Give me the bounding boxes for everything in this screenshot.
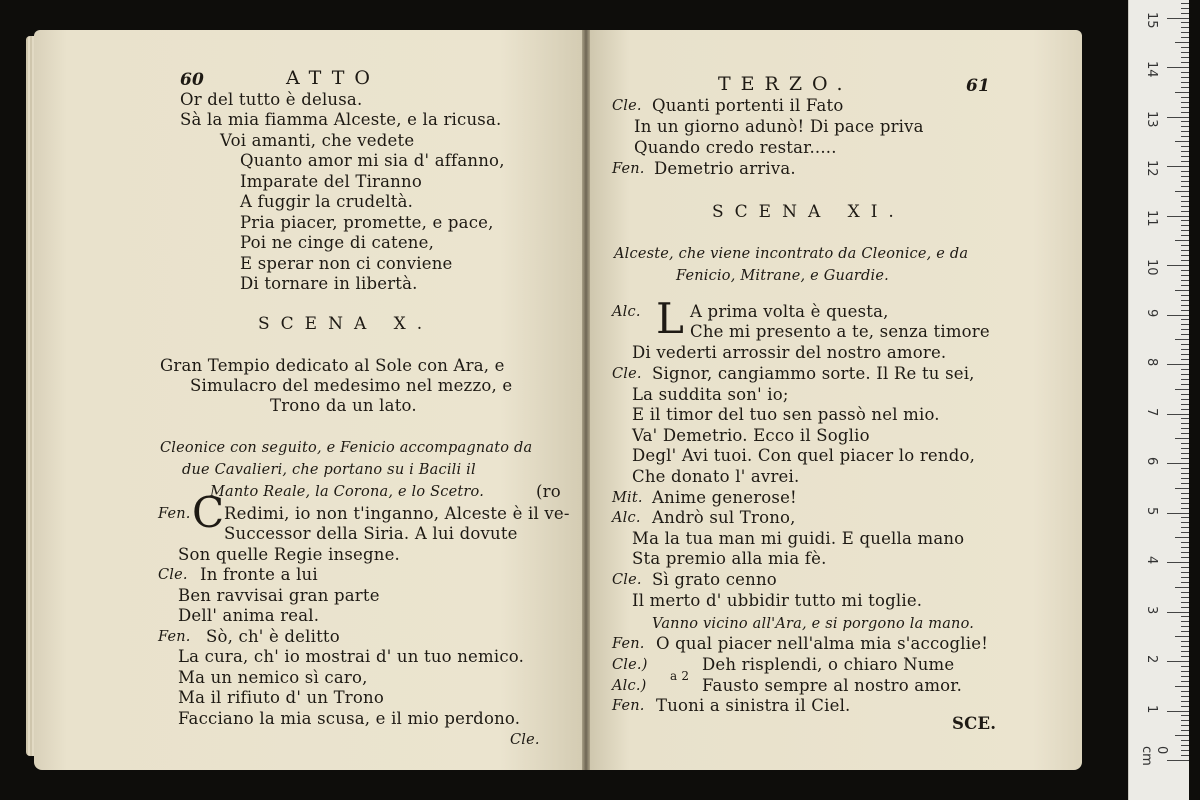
setting-line: Trono da un lato. — [270, 396, 417, 415]
stage-direction: due Cavalieri, che portano su i Bacili il — [182, 462, 476, 478]
ruler-tick — [1167, 18, 1189, 19]
verse-line: Voi amanti, che vedete — [220, 131, 415, 150]
ruler-label: 1 — [1144, 704, 1159, 713]
dialogue-line: Ma un nemico sì caro, — [178, 668, 368, 687]
dialogue-line: Il merto d' ubbidir tutto mi toglie. — [632, 591, 923, 610]
ruler-tick — [1181, 121, 1189, 122]
ruler-tick — [1181, 532, 1189, 533]
ruler-tick — [1181, 77, 1189, 78]
ruler-tick — [1181, 206, 1189, 207]
ruler-tick — [1181, 676, 1189, 677]
ruler-tick — [1181, 305, 1189, 306]
ruler-tick — [1181, 230, 1189, 231]
ruler-tick — [1181, 691, 1189, 692]
ruler-tick — [1181, 522, 1189, 523]
dialogue-line: Ben ravvisai gran parte — [178, 586, 380, 605]
ruler-tick — [1181, 186, 1189, 187]
speaker-label: Alc. — [612, 510, 641, 526]
ruler-label: 10 — [1144, 259, 1159, 276]
page-number-left: 60 — [180, 70, 205, 90]
dialogue-line: Di vederti arrossir del nostro amore. — [632, 343, 947, 362]
dialogue-line: Degl' Avi tuoi. Con quel piacer lo rendo, — [632, 446, 976, 465]
ruler-label: 7 — [1144, 407, 1159, 416]
speaker-label: Fen. — [158, 506, 191, 522]
ruler-tick — [1181, 458, 1189, 459]
ruler-tick — [1181, 146, 1189, 147]
ruler-tick — [1181, 468, 1189, 469]
dialogue-line: Dell' anima real. — [178, 606, 320, 625]
ruler-tick — [1175, 290, 1189, 291]
ruler-tick — [1181, 354, 1189, 355]
dialogue-line: In fronte a lui — [200, 565, 318, 584]
speaker-label: Fen. — [612, 698, 645, 714]
dialogue-line: Redimi, io non t'inganno, Alceste è il ve- — [224, 504, 570, 523]
ruler-tick — [1181, 394, 1189, 395]
ruler-tick — [1181, 547, 1189, 548]
verse-line: A fuggir la crudeltà. — [240, 192, 414, 211]
speaker-label: Fen. — [612, 161, 645, 177]
ruler-tick — [1167, 463, 1189, 464]
ruler-tick — [1181, 730, 1189, 731]
ruler-tick — [1167, 315, 1189, 316]
ruler-tick — [1175, 240, 1189, 241]
ruler-tick — [1175, 636, 1189, 637]
ruler-tick — [1181, 260, 1189, 261]
ruler-tick — [1181, 285, 1189, 286]
dialogue-line: La cura, ch' io mostrai d' un tuo nemico. — [178, 647, 525, 666]
ruler-tick — [1181, 503, 1189, 504]
running-head-right: TERZO. — [718, 73, 853, 95]
ruler-tick — [1181, 369, 1189, 370]
dialogue-line: Andrò sul Trono, — [652, 508, 796, 527]
ruler-tick — [1181, 379, 1189, 380]
dialogue-line: A prima volta è questa, — [690, 302, 889, 321]
verse-line: Pria piacer, promette, e pace, — [240, 213, 494, 232]
ruler-tick — [1181, 656, 1189, 657]
ruler-tick — [1181, 572, 1189, 573]
ruler-tick — [1181, 666, 1189, 667]
ruler-tick — [1181, 97, 1189, 98]
ruler-tick — [1181, 418, 1189, 419]
ruler-tick — [1181, 87, 1189, 88]
ruler-tick — [1181, 567, 1189, 568]
ruler-tick — [1181, 324, 1189, 325]
dialogue-line: Sta premio alla mia fè. — [632, 549, 827, 568]
ruler-tick — [1181, 508, 1189, 509]
ruler-tick — [1181, 27, 1189, 28]
measurement-ruler — [1128, 0, 1189, 800]
dialogue-line: Successor della Siria. A lui dovute — [224, 524, 518, 543]
ruler-tick — [1181, 616, 1189, 617]
ruler-tick — [1181, 280, 1189, 281]
ruler-tick — [1181, 443, 1189, 444]
ruler-tick — [1181, 552, 1189, 553]
ruler-tick — [1167, 67, 1189, 68]
catchword-left: Cle. — [510, 732, 540, 748]
ruler-tick — [1181, 448, 1189, 449]
ruler-tick — [1167, 711, 1189, 712]
ruler-tick — [1181, 755, 1189, 756]
ruler-tick — [1181, 270, 1189, 271]
ruler-tick — [1181, 404, 1189, 405]
ruler-tick — [1175, 42, 1189, 43]
ruler-tick — [1175, 488, 1189, 489]
ruler-tick — [1181, 582, 1189, 583]
ruler-tick — [1181, 319, 1189, 320]
ruler-tick — [1181, 255, 1189, 256]
ruler-tick — [1181, 483, 1189, 484]
ruler-tick — [1181, 295, 1189, 296]
ruler-tick — [1181, 696, 1189, 697]
verse-line: Quanto amor mi sia d' affanno, — [240, 151, 505, 170]
ruler-tick — [1181, 498, 1189, 499]
ruler-tick — [1181, 201, 1189, 202]
scene-title-x: SCENA X. — [258, 314, 434, 334]
ruler-tick — [1181, 13, 1189, 14]
ruler-tick — [1181, 136, 1189, 137]
dialogue-line: Facciano la mia scusa, e il mio perdono. — [178, 709, 521, 728]
ruler-unit-label: 0 cm — [1139, 746, 1169, 766]
ruler-tick — [1167, 166, 1189, 167]
ruler-tick — [1181, 151, 1189, 152]
ruler-label: 5 — [1144, 506, 1159, 515]
ruler-tick — [1181, 597, 1189, 598]
catchword-right: SCE. — [952, 714, 997, 733]
a2-mark: a 2 — [670, 669, 690, 683]
right-page — [590, 30, 1082, 770]
ruler-tick — [1181, 433, 1189, 434]
ruler-tick — [1181, 557, 1189, 558]
verse-line: Sà la mia fiamma Alceste, e la ricusa. — [180, 110, 502, 129]
ruler-tick — [1181, 681, 1189, 682]
dialogue-line: Sò, ch' è delitto — [206, 627, 340, 646]
speaker-label: Cle. — [612, 98, 642, 114]
ruler-tick — [1181, 196, 1189, 197]
ruler-tick — [1181, 8, 1189, 9]
ruler-tick — [1167, 216, 1189, 217]
setting-line: Simulacro del medesimo nel mezzo, e — [190, 376, 513, 395]
speaker-label: Mit. — [612, 490, 643, 506]
ruler-tick — [1181, 329, 1189, 330]
drop-cap-c: C — [192, 488, 225, 537]
setting-line: Gran Tempio dedicato al Sole con Ara, e — [160, 356, 505, 375]
page-number-right: 61 — [966, 76, 991, 96]
ruler-tick — [1181, 344, 1189, 345]
speaker-label: Cle.) — [612, 657, 648, 673]
ruler-tick — [1181, 300, 1189, 301]
ruler-tick — [1181, 478, 1189, 479]
ruler-tick — [1181, 542, 1189, 543]
ruler-tick — [1167, 117, 1189, 118]
stage-direction: Fenicio, Mitrane, e Guardie. — [676, 268, 889, 284]
ruler-tick — [1181, 646, 1189, 647]
ruler-tick — [1181, 181, 1189, 182]
ruler-tick — [1181, 577, 1189, 578]
ruler-tick — [1181, 720, 1189, 721]
dialogue-line: Ma la tua man mi guidi. E quella mano — [632, 529, 965, 548]
ruler-tick — [1181, 349, 1189, 350]
ruler-tick — [1175, 537, 1189, 538]
ruler-label: 3 — [1144, 605, 1159, 614]
ruler-label: 11 — [1144, 209, 1159, 227]
ruler-tick — [1175, 339, 1189, 340]
ruler-tick — [1181, 621, 1189, 622]
ruler-tick — [1167, 414, 1189, 415]
ruler-label: 13 — [1144, 110, 1159, 128]
ruler-tick — [1181, 62, 1189, 63]
ruler-tick — [1181, 750, 1189, 751]
speaker-label: Alc. — [612, 304, 641, 320]
ruler-tick — [1181, 602, 1189, 603]
ruler-tick — [1181, 82, 1189, 83]
running-head-left: ATTO — [286, 67, 380, 89]
ruler-tick — [1181, 156, 1189, 157]
dialogue-line: La suddita son' io; — [632, 385, 789, 404]
ruler-tick — [1181, 176, 1189, 177]
ruler-tick — [1181, 399, 1189, 400]
ruler-tick — [1167, 760, 1189, 761]
dialogue-line: Che donato l' avrei. — [632, 467, 800, 486]
dialogue-line: Va' Demetrio. Ecco il Soglio — [632, 426, 870, 445]
ruler-tick — [1167, 562, 1189, 563]
ruler-label: 12 — [1144, 160, 1159, 177]
open-book — [34, 22, 1092, 780]
ruler-tick — [1181, 701, 1189, 702]
stage-direction: Cleonice con seguito, e Fenicio accompagnato da — [160, 440, 533, 456]
ruler-tick — [1181, 22, 1189, 23]
ruler-tick — [1181, 112, 1189, 113]
speaker-label: Cle. — [612, 572, 642, 588]
ruler-label: 9 — [1144, 308, 1159, 317]
dialogue-line: Quando credo restar..... — [634, 138, 837, 157]
dialogue-line: Fausto sempre al nostro amor. — [702, 676, 963, 695]
dialogue-line: O qual piacer nell'alma mia s'accoglie! — [656, 634, 989, 653]
speaker-label: Alc.) — [612, 678, 647, 694]
ruler-tick — [1181, 220, 1189, 221]
ruler-tick — [1181, 473, 1189, 474]
ruler-tick — [1181, 725, 1189, 726]
speaker-label: Cle. — [158, 567, 188, 583]
ruler-tick — [1181, 250, 1189, 251]
dialogue-line: Quanti portenti il Fato — [652, 96, 844, 115]
ruler-tick — [1181, 275, 1189, 276]
dialogue-line: Deh risplendi, o chiaro Nume — [702, 655, 955, 674]
ruler-tick — [1181, 384, 1189, 385]
ruler-tick — [1181, 131, 1189, 132]
ruler-tick — [1181, 245, 1189, 246]
ruler-tick — [1181, 517, 1189, 518]
scene-title-xi: SCENA XI. — [712, 202, 905, 222]
ruler-tick — [1181, 310, 1189, 311]
ruler-tick — [1175, 438, 1189, 439]
drop-cap-l: L — [656, 294, 684, 343]
ruler-label: 14 — [1144, 61, 1159, 78]
ruler-tick — [1181, 3, 1189, 4]
ruler-tick — [1181, 527, 1189, 528]
dialogue-line: Ma il rifiuto d' un Trono — [178, 688, 384, 707]
dialogue-line: Demetrio arriva. — [654, 159, 796, 178]
ruler-tick — [1181, 102, 1189, 103]
ruler-label: 8 — [1144, 358, 1159, 367]
ruler-tick — [1181, 52, 1189, 53]
ruler-tick — [1175, 141, 1189, 142]
verse-line: Poi ne cinge di catene, — [240, 233, 435, 252]
ruler-tick — [1181, 235, 1189, 236]
ruler-tick — [1181, 641, 1189, 642]
ruler-tick — [1181, 706, 1189, 707]
ruler-tick — [1167, 661, 1189, 662]
ruler-tick — [1181, 428, 1189, 429]
ruler-tick — [1181, 37, 1189, 38]
ruler-tick — [1181, 374, 1189, 375]
ruler-tick — [1181, 423, 1189, 424]
ruler-tick — [1181, 161, 1189, 162]
ruler-tick — [1181, 225, 1189, 226]
ruler-tick — [1167, 612, 1189, 613]
ruler-tick — [1175, 735, 1189, 736]
ruler-tick — [1181, 631, 1189, 632]
ruler-tick — [1167, 364, 1189, 365]
ruler-tick — [1167, 265, 1189, 266]
ruler-label: 2 — [1144, 655, 1159, 664]
ruler-tick — [1181, 740, 1189, 741]
ruler-tick — [1181, 626, 1189, 627]
dialogue-line: Signor, cangiammo sorte. Il Re tu sei, — [652, 364, 975, 383]
ruler-tick — [1175, 92, 1189, 93]
ruler-tick — [1181, 126, 1189, 127]
ruler-label: 6 — [1144, 457, 1159, 466]
speaker-label: Fen. — [158, 629, 191, 645]
ruler-label: 15 — [1144, 11, 1159, 29]
dialogue-line: In un giorno adunò! Di pace priva — [634, 117, 924, 136]
ruler-tick — [1181, 453, 1189, 454]
ruler-tick — [1181, 745, 1189, 746]
ruler-tick — [1181, 72, 1189, 73]
dialogue-line: Son quelle Regie insegne. — [178, 545, 400, 564]
ruler-tick — [1181, 592, 1189, 593]
stage-direction: Vanno vicino all'Ara, e si porgono la mano. — [652, 616, 975, 632]
ruler-tick — [1181, 409, 1189, 410]
speaker-label: Fen. — [612, 636, 645, 652]
ruler-label: 4 — [1144, 556, 1159, 565]
ruler-tick — [1175, 389, 1189, 390]
book-gutter — [582, 30, 590, 770]
stage-direction: Manto Reale, la Corona, e lo Scetro. — [210, 484, 484, 500]
dialogue-line: Tuoni a sinistra il Ciel. — [656, 696, 851, 715]
verse-line: Imparate del Tiranno — [240, 172, 422, 191]
dialogue-line: Che mi presento a te, senza timore — [690, 322, 990, 341]
ruler-tick — [1181, 334, 1189, 335]
dialogue-line: E il timor del tuo sen passò nel mio. — [632, 405, 940, 424]
stage-direction: (ro — [536, 482, 561, 501]
ruler-tick — [1181, 32, 1189, 33]
ruler-tick — [1175, 587, 1189, 588]
verse-line: E sperar non ci conviene — [240, 254, 453, 273]
ruler-tick — [1175, 191, 1189, 192]
ruler-tick — [1181, 651, 1189, 652]
dialogue-line: Sì grato cenno — [652, 570, 777, 589]
ruler-tick — [1167, 513, 1189, 514]
ruler-tick — [1181, 57, 1189, 58]
speaker-label: Cle. — [612, 366, 642, 382]
ruler-tick — [1181, 171, 1189, 172]
ruler-tick — [1181, 493, 1189, 494]
ruler-tick — [1181, 359, 1189, 360]
ruler-tick — [1181, 47, 1189, 48]
ruler-tick — [1181, 107, 1189, 108]
ruler-tick — [1175, 686, 1189, 687]
dialogue-line: Anime generose! — [652, 488, 797, 507]
stage-direction: Alceste, che viene incontrato da Cleonice, e da — [614, 246, 969, 262]
ruler-tick — [1181, 211, 1189, 212]
ruler-tick — [1181, 671, 1189, 672]
left-page — [34, 30, 582, 770]
ruler-tick — [1181, 607, 1189, 608]
verse-line: Di tornare in libertà. — [240, 274, 418, 293]
ruler-tick — [1181, 715, 1189, 716]
verse-line: Or del tutto è delusa. — [180, 90, 363, 109]
